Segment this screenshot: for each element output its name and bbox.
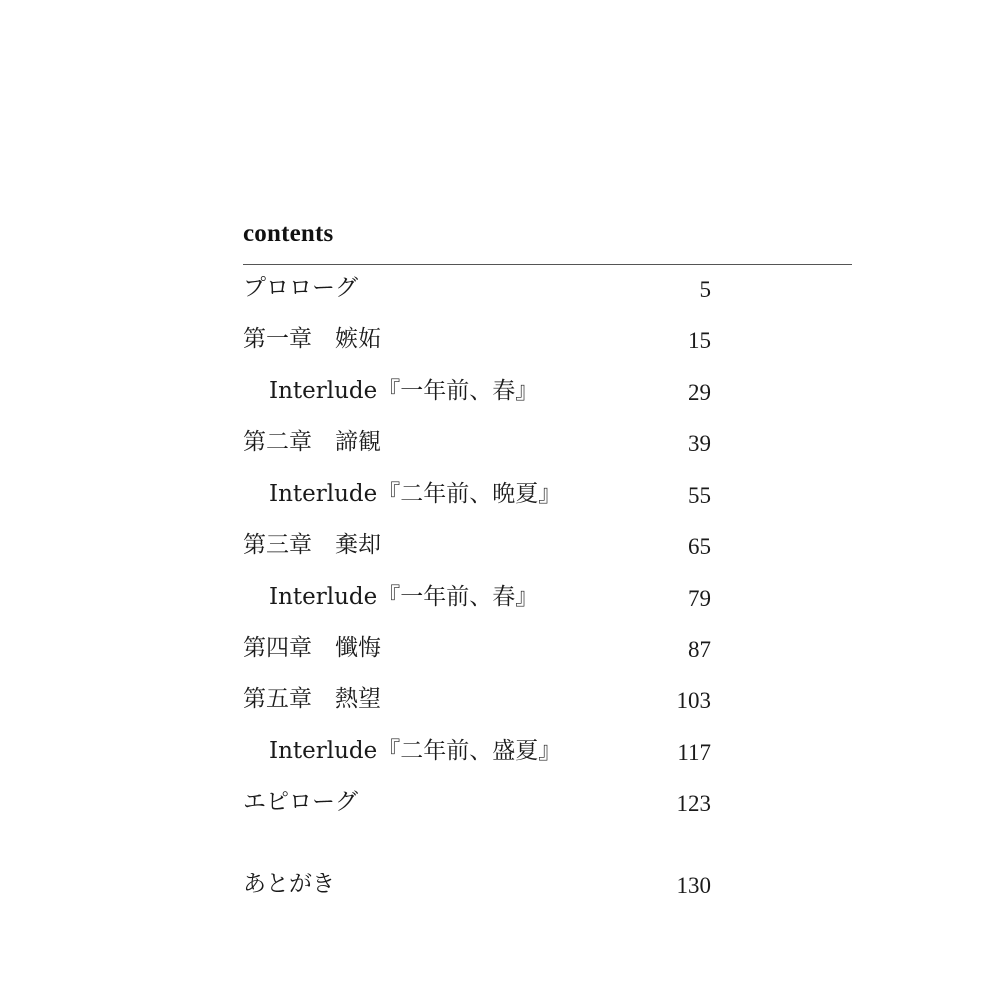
toc-entry-page: 39 <box>688 431 711 456</box>
toc-entry-interlude-3[interactable] <box>243 579 711 615</box>
toc-entry-chapter-3[interactable] <box>243 527 711 563</box>
toc-heading: contents <box>243 220 334 247</box>
toc-entry-title: 第四章 懺悔 <box>243 635 381 661</box>
toc-entry-page: 5 <box>699 277 711 302</box>
toc-entry-afterword[interactable] <box>243 866 711 902</box>
toc-entry-title: 第二章 諦観 <box>243 429 381 455</box>
toc-entry-epilogue[interactable] <box>243 784 711 820</box>
toc-entry-page: 29 <box>688 380 711 405</box>
toc-entry-page: 103 <box>676 688 711 713</box>
toc-entry-prologue[interactable] <box>243 270 711 306</box>
toc-entry-page: 130 <box>676 873 711 898</box>
toc-entry-interlude-2[interactable] <box>243 476 711 512</box>
toc-entry-chapter-4[interactable] <box>243 630 711 666</box>
toc-entry-title: 第五章 熱望 <box>243 686 381 712</box>
toc-entry-title: Interlude『一年前、春』 <box>269 378 539 404</box>
toc-entry-interlude-1[interactable] <box>243 373 711 409</box>
toc-entry-interlude-4[interactable] <box>243 733 711 769</box>
toc-entry-page: 79 <box>688 586 711 611</box>
toc-entry-page: 123 <box>676 791 711 816</box>
toc-entry-title: 第三章 棄却 <box>243 532 381 558</box>
toc-entry-page: 65 <box>688 534 711 559</box>
toc-entry-page: 87 <box>688 637 711 662</box>
toc-entry-page: 117 <box>677 740 711 765</box>
toc-entry-title: エピローグ <box>243 789 358 815</box>
toc-entry-page: 55 <box>688 483 711 508</box>
toc-entry-chapter-5[interactable] <box>243 681 711 717</box>
toc-entry-chapter-1[interactable] <box>243 321 711 357</box>
toc-entry-page: 15 <box>688 328 711 353</box>
table-of-contents <box>243 0 713 1000</box>
toc-entry-title: 第一章 嫉妬 <box>243 326 381 352</box>
toc-entry-title: あとがき <box>243 871 335 897</box>
toc-entry-title: Interlude『一年前、春』 <box>269 584 539 610</box>
toc-entry-title: プロローグ <box>243 275 358 301</box>
toc-entry-title: Interlude『二年前、盛夏』 <box>269 738 562 764</box>
toc-entry-title: Interlude『二年前、晩夏』 <box>269 481 562 507</box>
toc-entry-chapter-2[interactable] <box>243 424 711 460</box>
